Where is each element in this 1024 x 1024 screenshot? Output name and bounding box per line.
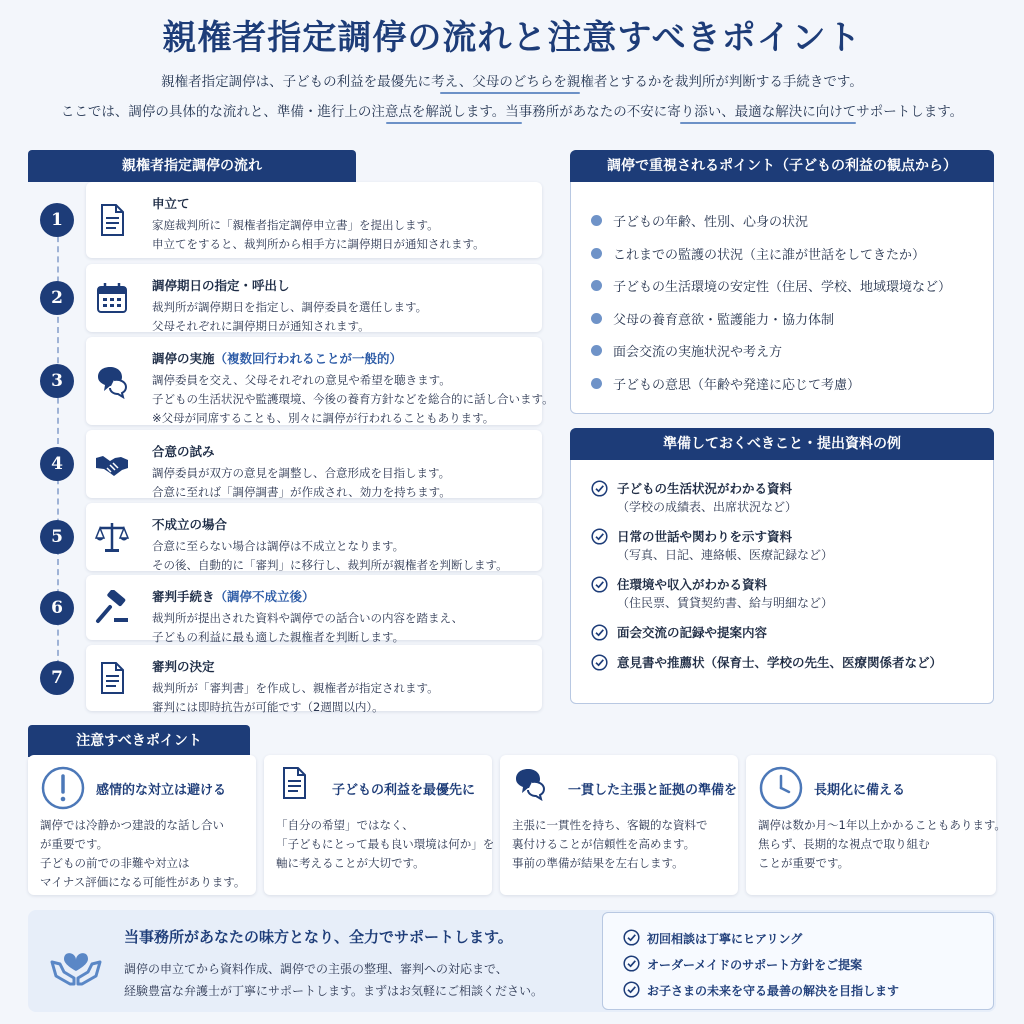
prep-panel [570,428,994,704]
check-icon [591,480,608,497]
step-title [152,657,215,675]
step-title-text: 調停の実施 [152,351,215,366]
caution-title: 子どもの利益を最優先に [332,783,476,798]
caution-text: が重要です。 [40,837,109,851]
prep-item-title: 子どもの生活状況がわかる資料 [617,481,793,496]
prep-heading: 準備しておくべきこと・提出資料の例 [570,428,994,460]
bullet-dot [591,313,602,324]
caution-text: 軸に考えることが大切です。 [276,856,425,870]
step-title [152,194,190,212]
step-title-text: 合意の試み [152,444,215,459]
step-title [152,442,215,460]
speech-bubbles-icon [512,765,558,811]
bullet-dot [591,248,602,259]
bullet-dot [591,280,602,291]
bullet-dot [591,345,602,356]
step-title-text: 審判手続き [152,589,215,604]
decorative-underline [440,92,580,94]
point-item: 子どもの生活環境の安定性（住居、学校、地域環境など） [613,280,952,295]
point-item: 子どもの意思（年齢や発達に応じて考慮） [613,377,861,393]
step-number: 5 [40,520,74,554]
caution-text: 調停では冷静かつ建設的な話し合い [40,818,224,832]
support-banner [28,910,996,1012]
flow-step-card [86,503,542,571]
handshake-icon [94,446,130,482]
step-title [152,515,227,533]
caution-text: マイナス評価になる可能性があります。 [40,875,246,889]
step-number: 6 [40,591,74,625]
scales-icon [94,519,130,555]
caution-text: 事前の準備が結果を左右します。 [512,856,684,870]
prep-item-title: 面会交流の記録や提案内容 [617,625,768,640]
speech-bubbles-icon [94,363,130,399]
caution-text: 調停は数か月〜1年以上かかることもあります。 [758,818,1006,832]
flow-heading: 親権者指定調停の流れ [28,150,356,182]
flow-step-card [86,645,542,714]
points-heading: 調停で重視されるポイント（子どもの利益の観点から） [570,150,994,182]
prep-item-detail: （写真、日記、連絡帳、医療記録など） [617,548,834,562]
caution-title: 一貫した主張と証拠の準備を [568,783,738,798]
step-description: 子どもの利益に最も適した親権者を判断します。 [152,630,405,644]
flow-step-card [86,337,554,425]
caution-card [28,755,256,895]
document-icon [94,202,130,238]
flow-step-card [86,575,542,644]
support-title: 当事務所があなたの味方となり、全力でサポートします。 [124,928,513,946]
calendar-icon [94,280,130,316]
step-description: 調停委員を交え、父母それぞれの意見や希望を聴きます。 [152,373,451,387]
clock-icon [758,765,804,811]
caution-card [746,755,1006,895]
step-description: 調停委員が双方の意見を調整し、合意形成を目指します。 [152,466,451,480]
gavel-icon [94,590,130,626]
document-icon [94,660,130,696]
flow-step-card [86,264,542,332]
support-feature: お子さまの未来を守る最善の解決を目指します [647,984,900,998]
points-panel [570,150,994,414]
point-item: これまでの監護の状況（主に誰が世話をしてきたか） [613,247,926,263]
prep-item-detail: （学校の成績表、出席状況など） [617,500,798,514]
step-description: 裁判所が「審判書」を作成し、親権者が指定されます。 [152,681,439,695]
step-description: 合意に至らない場合は調停は不成立となります。 [152,539,405,553]
step-number: 7 [40,661,74,695]
heart-hands-icon [46,932,106,992]
step-number: 3 [40,364,74,398]
caution-title: 感情的な対立は避ける [96,783,227,798]
caution-card [500,755,738,895]
step-number: 1 [40,203,74,237]
intro-text-2: ここでは、調停の具体的な流れと、準備・進行上の注意点を解説します。当事務所があなたの不安に寄り添い、最適な解決に向けてサポートします。 [60,104,964,120]
step-title-text: 不成立の場合 [152,517,228,532]
flow-step-card [86,182,542,258]
step-description: 子どもの生活状況や監護環境、今後の養育方針などを総合的に話し合います。 [152,392,554,406]
step-description: 裁判所が提出された資料や調停での話合いの内容を踏まえ、 [152,611,464,625]
point-item: 父母の養育意欲・監護能力・協力体制 [613,312,835,328]
step-title-text: 審判の決定 [152,659,215,674]
check-icon [591,624,608,641]
prep-item-detail: （住民票、賃貸契約書、給与明細など） [617,596,834,610]
decorative-underline [386,122,522,124]
step-title-note: （複数回行われることが一般的） [214,351,403,366]
step-description: 審判には即時抗告が可能です（2週間以内）。 [152,700,384,714]
bullet-dot [591,378,602,389]
page-header [0,0,1024,140]
page-title: 親権者指定調停の流れと注意すべきポイント [162,18,862,58]
step-description: 合意に至れば「調停調書」が作成され、効力を持ちます。 [152,485,451,499]
caution-text: 裏付けることが信頼性を高めます。 [512,837,696,851]
caution-text: 「自分の希望」ではなく、 [276,818,414,832]
step-title-text: 調停期日の指定・呼出し [152,278,290,293]
check-icon [591,576,608,593]
point-item: 面会交流の実施状況や考え方 [613,345,783,360]
caution-card [264,755,495,895]
step-number: 4 [40,447,74,481]
step-title [152,587,315,605]
caution-title: 長期化に備える [814,783,906,798]
prep-item-title: 意見書や推薦状（保育士、学校の先生、医療関係者など） [617,655,943,670]
bullet-dot [591,215,602,226]
point-item: 子どもの年齢、性別、心身の状況 [613,215,809,230]
cautions-heading: 注意すべきポイント [28,725,250,757]
check-icon [591,654,608,671]
prep-item-title: 住環境や収入がわかる資料 [617,577,768,592]
prep-item-title: 日常の世話や関わりを示す資料 [617,529,793,544]
step-description: 裁判所が調停期日を指定し、調停委員を選任します。 [152,300,428,314]
support-features-box [602,912,994,1010]
check-icon [591,528,608,545]
document-icon [276,765,322,811]
decorative-underline [680,122,856,124]
caution-text: ことが重要です。 [758,856,850,870]
caution-text: 主張に一貫性を持ち、客観的な資料で [512,818,708,832]
caution-text: 子どもの前での非難や対立は [40,856,190,870]
support-text-2: 経験豊富な弁護士が丁寧にサポートします。まずはお気軽にご相談ください。 [124,984,544,998]
step-description: 家庭裁判所に「親権者指定調停申立書」を提出します。 [152,218,439,232]
step-description: ※父母が同席することも、別々に調停が行われることもあります。 [152,411,495,425]
support-text-1: 調停の申立てから資料作成、調停での主張の整理、審判への対応まで、 [124,962,508,976]
check-icon [623,955,640,972]
step-title-note: （調停不成立後） [214,589,315,604]
step-description: その後、自動的に「審判」に移行し、裁判所が親権者を判断します。 [152,558,508,572]
check-icon [623,981,640,998]
exclamation-icon [40,765,86,811]
step-title [152,349,402,367]
step-description: 申立てをすると、裁判所から相手方に調停期日が通知されます。 [152,237,485,251]
flow-step-card [86,430,542,498]
check-icon [623,929,640,946]
step-title [152,276,290,294]
step-number: 2 [40,281,74,315]
intro-text-1: 親権者指定調停は、子どもの利益を最優先に考え、父母のどちらを親権者とするかを裁判所が判断する手続きです。 [161,74,863,90]
support-feature: 初回相談は丁寧にヒアリング [647,932,803,946]
support-feature: オーダーメイドのサポート方針をご提案 [647,958,863,972]
step-description: 父母それぞれに調停期日が通知されます。 [152,319,370,333]
step-title-text: 申立て [152,196,190,211]
caution-text: 「子どもにとって最も良い環境は何か」を [276,837,495,851]
caution-text: 焦らず、長期的な視点で取り組む [758,837,930,851]
